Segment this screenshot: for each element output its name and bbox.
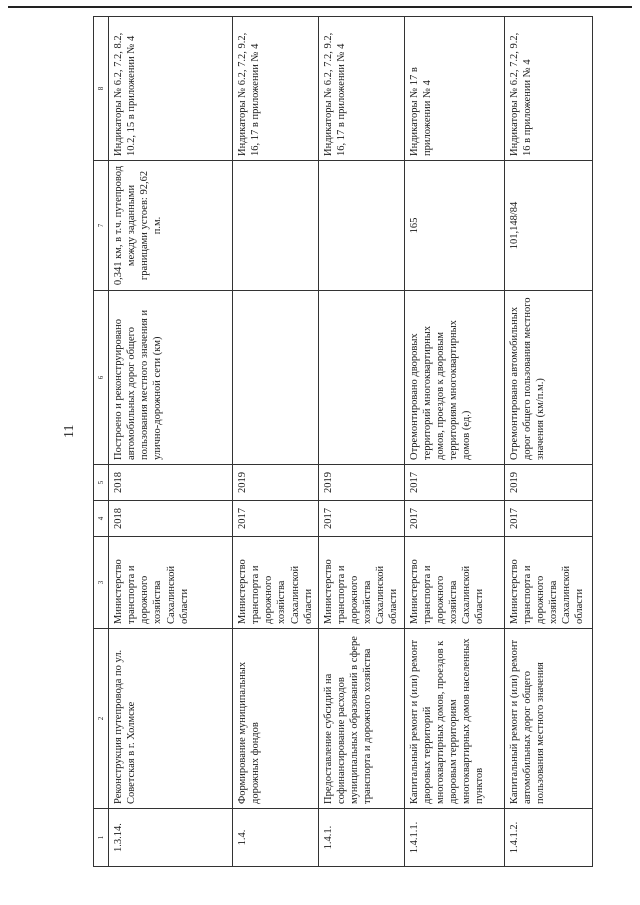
column-header: 1 [94, 809, 109, 867]
event-name: Реконструкция путепровода по ул. Советская в г. Холмске [109, 629, 233, 809]
table-stage [93, 17, 593, 867]
start-year: 2017 [318, 501, 404, 537]
top-border-line [8, 6, 632, 8]
indicators: Индикаторы № 6.2, 7.2, 9.2, 16 в приложении № 4 [504, 17, 593, 161]
start-year: 2017 [233, 501, 319, 537]
table-row [404, 17, 504, 867]
end-year: 2019 [318, 465, 404, 501]
row-number: 1.4.1.1. [404, 809, 504, 867]
column-header: 4 [94, 501, 109, 537]
event-name: Капитальный ремонт и (или) ремонт дворовых территорий многоквартирных домов, проездов к дворовым территориям многоквартирных домов населенных пунктов [404, 629, 504, 809]
indicators: Индикаторы № 6.2, 7.2, 9.2, 16, 17 в приложении № 4 [318, 17, 404, 161]
end-year: 2018 [109, 465, 233, 501]
column-header: 3 [94, 537, 109, 629]
result-value: 101,148/84 [504, 161, 593, 291]
result-value: 165 [404, 161, 504, 291]
column-header: 8 [94, 17, 109, 161]
result-value [233, 161, 319, 291]
expected-result: Отремонтировано дворовых территорий многоквартирных домов, проездов к дворовым территориям многоквартирных домов (ед.) [404, 291, 504, 465]
table-row [233, 17, 319, 867]
row-number: 1.4. [233, 809, 319, 867]
indicators: Индикаторы № 6.2, 7.2, 8.2, 10.2, 15 в приложении № 4 [109, 17, 233, 161]
start-year: 2017 [504, 501, 593, 537]
executor: Министерство транспорта и дорожного хозяйства Сахалинской области [318, 537, 404, 629]
column-header: 7 [94, 161, 109, 291]
expected-result [233, 291, 319, 465]
end-year: 2017 [404, 465, 504, 501]
column-header: 2 [94, 629, 109, 809]
table-row [318, 17, 404, 867]
event-name: Формирование муниципальных дорожных фондов [233, 629, 319, 809]
result-value: 0,341 км, в т.ч. путепровод между заданными границами устоев: 92,62 п.м. [109, 161, 233, 291]
row-number: 1.4.1. [318, 809, 404, 867]
start-year: 2017 [404, 501, 504, 537]
start-year: 2018 [109, 501, 233, 537]
executor: Министерство транспорта и дорожного хозяйства Сахалинской области [233, 537, 319, 629]
column-header: 6 [94, 291, 109, 465]
result-value [318, 161, 404, 291]
column-number-row [94, 17, 109, 867]
row-number: 1.4.1.2. [504, 809, 593, 867]
program-events-table [93, 16, 593, 867]
table-row [504, 17, 593, 867]
end-year: 2019 [504, 465, 593, 501]
indicators: Индикаторы № 6.2, 7.2, 9.2, 16, 17 в приложении № 4 [233, 17, 319, 161]
executor: Министерство транспорта и дорожного хозяйства Сахалинской области [504, 537, 593, 629]
expected-result: Построено и реконструировано автомобильных дорог общего пользования местного значения и улично-дорожной сети (км) [109, 291, 233, 465]
expected-result: Отремонтировано автомобильных дорог общего пользования местного значения (км/п.м.) [504, 291, 593, 465]
table-row [109, 17, 233, 867]
row-number: 1.3.14. [109, 809, 233, 867]
page-number: 11 [62, 424, 77, 438]
executor: Министерство транспорта и дорожного хозяйства Сахалинской области [109, 537, 233, 629]
executor: Министерство транспорта и дорожного хозяйства Сахалинской области [404, 537, 504, 629]
event-name: Капитальный ремонт и (или) ремонт автомобильных дорог общего пользования местного значения [504, 629, 593, 809]
expected-result [318, 291, 404, 465]
indicators: Индикаторы № 17 в приложении № 4 [404, 17, 504, 161]
event-name: Предоставление субсидий на софинансирование расходов муниципальных образований в сфере транспорта и дорожного хозяйства [318, 629, 404, 809]
column-header: 5 [94, 465, 109, 501]
end-year: 2019 [233, 465, 319, 501]
